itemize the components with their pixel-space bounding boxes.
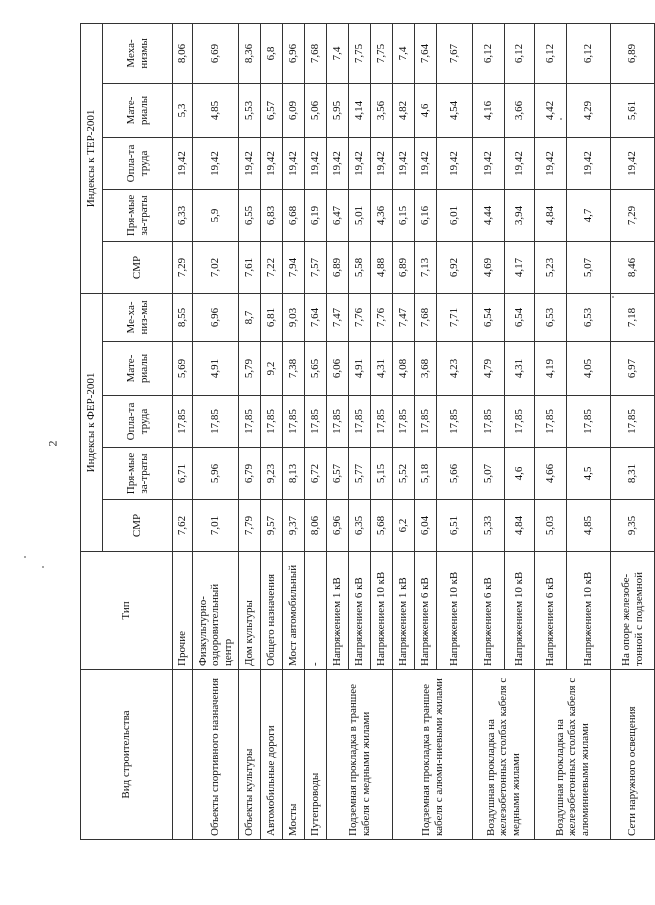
cell-tip: Напряжением 6 кВ: [535, 552, 567, 670]
cell-value: 17,85: [327, 396, 349, 448]
cell-value: 17,85: [239, 396, 261, 448]
cell-value: 4,82: [393, 83, 415, 137]
rotated-table-container: [80, 24, 645, 840]
cell-value: 8,55: [173, 293, 193, 341]
cell-value: 19,42: [239, 137, 261, 189]
cell-value: 17,85: [415, 396, 437, 448]
cell-value: 19,42: [505, 137, 535, 189]
cell-value: 17,85: [567, 396, 611, 448]
cell-tip: Напряжением 1 кВ: [327, 552, 349, 670]
cell-value: 7,38: [283, 342, 305, 396]
cell-value: 4,08: [393, 342, 415, 396]
cell-value: 6,54: [473, 293, 505, 341]
cell-value: 19,42: [415, 137, 437, 189]
cell-value: 4,5: [567, 448, 611, 500]
cell-vid: Автомобильные дороги: [261, 670, 283, 840]
cell-value: 7,94: [283, 241, 305, 293]
cell-tip: Напряжением 10 кВ: [437, 552, 473, 670]
cell-value: 19,42: [535, 137, 567, 189]
cell-value: 17,85: [283, 396, 305, 448]
table-row: [239, 23, 261, 839]
cell-value: 4,17: [505, 241, 535, 293]
header-ter-smr: СМР: [103, 241, 173, 293]
cell-value: 4,05: [567, 342, 611, 396]
cell-value: 4,85: [567, 500, 611, 552]
cell-value: 3,94: [505, 189, 535, 241]
cell-value: 4,91: [193, 342, 239, 396]
cell-value: 6,12: [535, 23, 567, 83]
cell-tip: Напряжением 6 кВ: [349, 552, 371, 670]
cell-vid: Подземная прокладка в траншее кабеля с медными жилами: [327, 670, 393, 840]
cell-value: 17,85: [535, 396, 567, 448]
index-table: [80, 23, 655, 840]
cell-value: 17,85: [305, 396, 327, 448]
header-fer-oplata: Опла-та труда: [103, 396, 173, 448]
header-fer-materialy: Мате-риалы: [103, 342, 173, 396]
cell-value: 7,01: [193, 500, 239, 552]
header-fer-pryamye: Пря-мые за-траты: [103, 448, 173, 500]
cell-value: 6,71: [173, 448, 193, 500]
cell-value: 6,33: [173, 189, 193, 241]
table-row: [611, 23, 655, 839]
header-ter-mehanizmy: Меха-низмы: [103, 23, 173, 83]
cell-value: 7,57: [305, 241, 327, 293]
cell-value: 6,19: [305, 189, 327, 241]
cell-value: 6,89: [393, 241, 415, 293]
cell-value: 9,03: [283, 293, 305, 341]
cell-value: 5,07: [473, 448, 505, 500]
cell-value: 6,04: [415, 500, 437, 552]
cell-vid: Подземная прокладка в траншее кабеля с алюми-ниевыми жилами: [393, 670, 473, 840]
cell-value: 4,84: [505, 500, 535, 552]
cell-value: 5,33: [473, 500, 505, 552]
cell-value: 6,96: [327, 500, 349, 552]
cell-vid: Мосты: [283, 670, 305, 840]
cell-value: 4,16: [473, 83, 505, 137]
cell-value: 4,29: [567, 83, 611, 137]
cell-value: 6,54: [505, 293, 535, 341]
cell-value: 5,53: [239, 83, 261, 137]
cell-value: 19,42: [567, 137, 611, 189]
cell-value: 6,12: [567, 23, 611, 83]
cell-vid: Сети наружного освещения: [611, 670, 655, 840]
cell-value: 8,36: [239, 23, 261, 83]
cell-value: 17,85: [437, 396, 473, 448]
cell-value: 6,89: [327, 241, 349, 293]
cell-value: 7,4: [327, 23, 349, 83]
cell-value: 6,53: [535, 293, 567, 341]
header-ter-oplata: Опла-та труда: [103, 137, 173, 189]
cell-value: 5,68: [371, 500, 393, 552]
cell-value: 5,69: [173, 342, 193, 396]
cell-value: 7,71: [437, 293, 473, 341]
cell-value: 6,55: [239, 189, 261, 241]
cell-value: 4,19: [535, 342, 567, 396]
cell-value: 19,42: [393, 137, 415, 189]
cell-value: 17,85: [261, 396, 283, 448]
cell-tip: Физкультурно-оздоровительный центр: [193, 552, 239, 670]
cell-value: 6,96: [283, 23, 305, 83]
cell-value: 6,12: [473, 23, 505, 83]
table-row: [305, 23, 327, 839]
cell-value: 5,03: [535, 500, 567, 552]
cell-tip: Напряжением 1 кВ: [393, 552, 415, 670]
cell-tip: Дом культуры: [239, 552, 261, 670]
cell-value: 17,85: [173, 396, 193, 448]
cell-value: 7,76: [349, 293, 371, 341]
cell-vid: Объекты культуры: [239, 670, 261, 840]
cell-value: 6,8: [261, 23, 283, 83]
cell-value: 5,79: [239, 342, 261, 396]
cell-tip: Напряжением 10 кВ: [567, 552, 611, 670]
cell-value: 3,56: [371, 83, 393, 137]
cell-value: 19,42: [371, 137, 393, 189]
cell-value: 7,67: [437, 23, 473, 83]
cell-value: 6,81: [261, 293, 283, 341]
cell-value: 7,64: [415, 23, 437, 83]
cell-value: 6,2: [393, 500, 415, 552]
header-ter-group: Индексы к ТЕР-2001: [81, 23, 103, 293]
table-row: [535, 23, 567, 839]
table-row: [393, 23, 415, 839]
cell-value: 6,51: [437, 500, 473, 552]
cell-value: 4,85: [193, 83, 239, 137]
cell-value: 4,79: [473, 342, 505, 396]
cell-value: 7,76: [371, 293, 393, 341]
cell-value: 5,95: [327, 83, 349, 137]
cell-value: 7,68: [305, 23, 327, 83]
cell-value: 6,53: [567, 293, 611, 341]
cell-value: 4,91: [349, 342, 371, 396]
cell-value: 8,06: [173, 23, 193, 83]
cell-value: 8,31: [611, 448, 655, 500]
cell-value: 7,68: [415, 293, 437, 341]
cell-value: 7,29: [173, 241, 193, 293]
cell-vid: Воздушная прокладка на железобетонных столбах кабеля с алюминиевыми жилами: [535, 670, 611, 840]
header-fer-group: Индексы к ФЕР-2001: [81, 293, 103, 551]
cell-value: 17,85: [473, 396, 505, 448]
cell-value: 19,42: [193, 137, 239, 189]
page-number: 2: [45, 440, 60, 447]
table-row: [193, 23, 239, 839]
cell-value: 4,44: [473, 189, 505, 241]
cell-value: 6,79: [239, 448, 261, 500]
table-row: [283, 23, 305, 839]
cell-tip: Напряжением 10 кВ: [505, 552, 535, 670]
cell-value: 7,02: [193, 241, 239, 293]
cell-value: 8,46: [611, 241, 655, 293]
cell-value: 5,9: [193, 189, 239, 241]
cell-value: 8,13: [283, 448, 305, 500]
cell-tip: Общего назначения: [261, 552, 283, 670]
cell-tip: На опоре железобе-тонной с подземной: [611, 552, 655, 670]
cell-value: 5,58: [349, 241, 371, 293]
cell-tip: Прочие: [173, 552, 193, 670]
cell-value: 5,01: [349, 189, 371, 241]
cell-value: 7,4: [393, 23, 415, 83]
cell-value: 8,06: [305, 500, 327, 552]
cell-value: 8,7: [239, 293, 261, 341]
cell-value: 4,7: [567, 189, 611, 241]
cell-value: 19,42: [437, 137, 473, 189]
cell-value: 7,22: [261, 241, 283, 293]
cell-value: 6,16: [415, 189, 437, 241]
cell-value: 6,69: [193, 23, 239, 83]
header-tip: Тип: [81, 552, 173, 670]
cell-value: 6,12: [505, 23, 535, 83]
cell-value: 6,72: [305, 448, 327, 500]
cell-value: 4,84: [535, 189, 567, 241]
header-fer-smr: СМР: [103, 500, 173, 552]
cell-value: 3,66: [505, 83, 535, 137]
cell-value: 5,06: [305, 83, 327, 137]
cell-value: 17,85: [349, 396, 371, 448]
table-row: [473, 23, 505, 839]
cell-value: 9,2: [261, 342, 283, 396]
cell-value: 6,57: [261, 83, 283, 137]
cell-value: 19,42: [611, 137, 655, 189]
cell-value: 7,75: [371, 23, 393, 83]
cell-value: 5,77: [349, 448, 371, 500]
cell-vid: Путепроводы: [305, 670, 327, 840]
cell-value: 5,23: [535, 241, 567, 293]
table-row: [327, 23, 349, 839]
cell-value: 19,42: [305, 137, 327, 189]
cell-value: 4,31: [371, 342, 393, 396]
cell-value: 7,18: [611, 293, 655, 341]
cell-value: 6,06: [327, 342, 349, 396]
cell-value: 4,36: [371, 189, 393, 241]
cell-value: 6,09: [283, 83, 305, 137]
cell-value: 5,18: [415, 448, 437, 500]
table-body: [173, 23, 655, 839]
cell-value: 6,35: [349, 500, 371, 552]
cell-value: 3,68: [415, 342, 437, 396]
cell-value: 19,42: [327, 137, 349, 189]
cell-value: 7,75: [349, 23, 371, 83]
cell-value: 19,42: [173, 137, 193, 189]
cell-value: 7,62: [173, 500, 193, 552]
cell-value: 17,85: [371, 396, 393, 448]
cell-value: 5,52: [393, 448, 415, 500]
cell-value: 6,68: [283, 189, 305, 241]
cell-value: 7,79: [239, 500, 261, 552]
header-fer-mehanizmy: Ме-ха-низ-мы: [103, 293, 173, 341]
cell-value: 9,35: [611, 500, 655, 552]
scan-speck: [24, 556, 26, 558]
scan-speck: [612, 296, 614, 298]
cell-value: 19,42: [473, 137, 505, 189]
cell-value: 5,15: [371, 448, 393, 500]
cell-value: 4,31: [505, 342, 535, 396]
cell-value: 5,66: [437, 448, 473, 500]
cell-value: 9,23: [261, 448, 283, 500]
cell-value: 17,85: [505, 396, 535, 448]
cell-tip: Напряжением 10 кВ: [371, 552, 393, 670]
cell-value: 19,42: [283, 137, 305, 189]
cell-value: 4,66: [535, 448, 567, 500]
cell-value: 4,6: [505, 448, 535, 500]
cell-vid: [173, 670, 193, 840]
cell-vid: Воздушная прокладка на железобетонных столбах кабеля с медными жилами: [473, 670, 535, 840]
cell-value: 9,57: [261, 500, 283, 552]
cell-value: 6,57: [327, 448, 349, 500]
cell-value: 19,42: [349, 137, 371, 189]
scan-speck: [42, 566, 44, 568]
cell-value: 4,23: [437, 342, 473, 396]
cell-tip: Мост автомобильный: [283, 552, 305, 670]
cell-value: 7,29: [611, 189, 655, 241]
cell-value: 5,65: [305, 342, 327, 396]
scan-speck: [560, 118, 562, 120]
cell-value: 19,42: [261, 137, 283, 189]
header-ter-materialy: Мате-риалы: [103, 83, 173, 137]
cell-value: 7,47: [393, 293, 415, 341]
cell-value: 4,14: [349, 83, 371, 137]
cell-value: 5,96: [193, 448, 239, 500]
cell-value: 9,37: [283, 500, 305, 552]
cell-value: 4,54: [437, 83, 473, 137]
cell-value: 17,85: [393, 396, 415, 448]
cell-value: 4,42: [535, 83, 567, 137]
table-row: [261, 23, 283, 839]
cell-value: 6,92: [437, 241, 473, 293]
cell-value: 7,61: [239, 241, 261, 293]
cell-value: 4,69: [473, 241, 505, 293]
cell-value: 6,97: [611, 342, 655, 396]
cell-tip: Напряжением 6 кВ: [415, 552, 437, 670]
cell-value: 17,85: [193, 396, 239, 448]
cell-tip: Напряжением 6 кВ: [473, 552, 505, 670]
header-ter-pryamye: Пря-мые за-траты: [103, 189, 173, 241]
cell-value: 6,96: [193, 293, 239, 341]
cell-value: 6,83: [261, 189, 283, 241]
cell-value: 6,01: [437, 189, 473, 241]
cell-value: 4,6: [415, 83, 437, 137]
cell-value: 5,61: [611, 83, 655, 137]
cell-value: 7,47: [327, 293, 349, 341]
cell-value: 6,15: [393, 189, 415, 241]
header-vid: Вид строительства: [81, 670, 173, 840]
cell-value: 5,3: [173, 83, 193, 137]
cell-vid: Объекты спортивного назначения: [193, 670, 239, 840]
cell-value: 5,07: [567, 241, 611, 293]
cell-value: 7,13: [415, 241, 437, 293]
cell-value: 7,64: [305, 293, 327, 341]
cell-tip: -: [305, 552, 327, 670]
cell-value: 17,85: [611, 396, 655, 448]
cell-value: 6,47: [327, 189, 349, 241]
table-row: [173, 23, 193, 839]
cell-value: 6,89: [611, 23, 655, 83]
cell-value: 4,88: [371, 241, 393, 293]
